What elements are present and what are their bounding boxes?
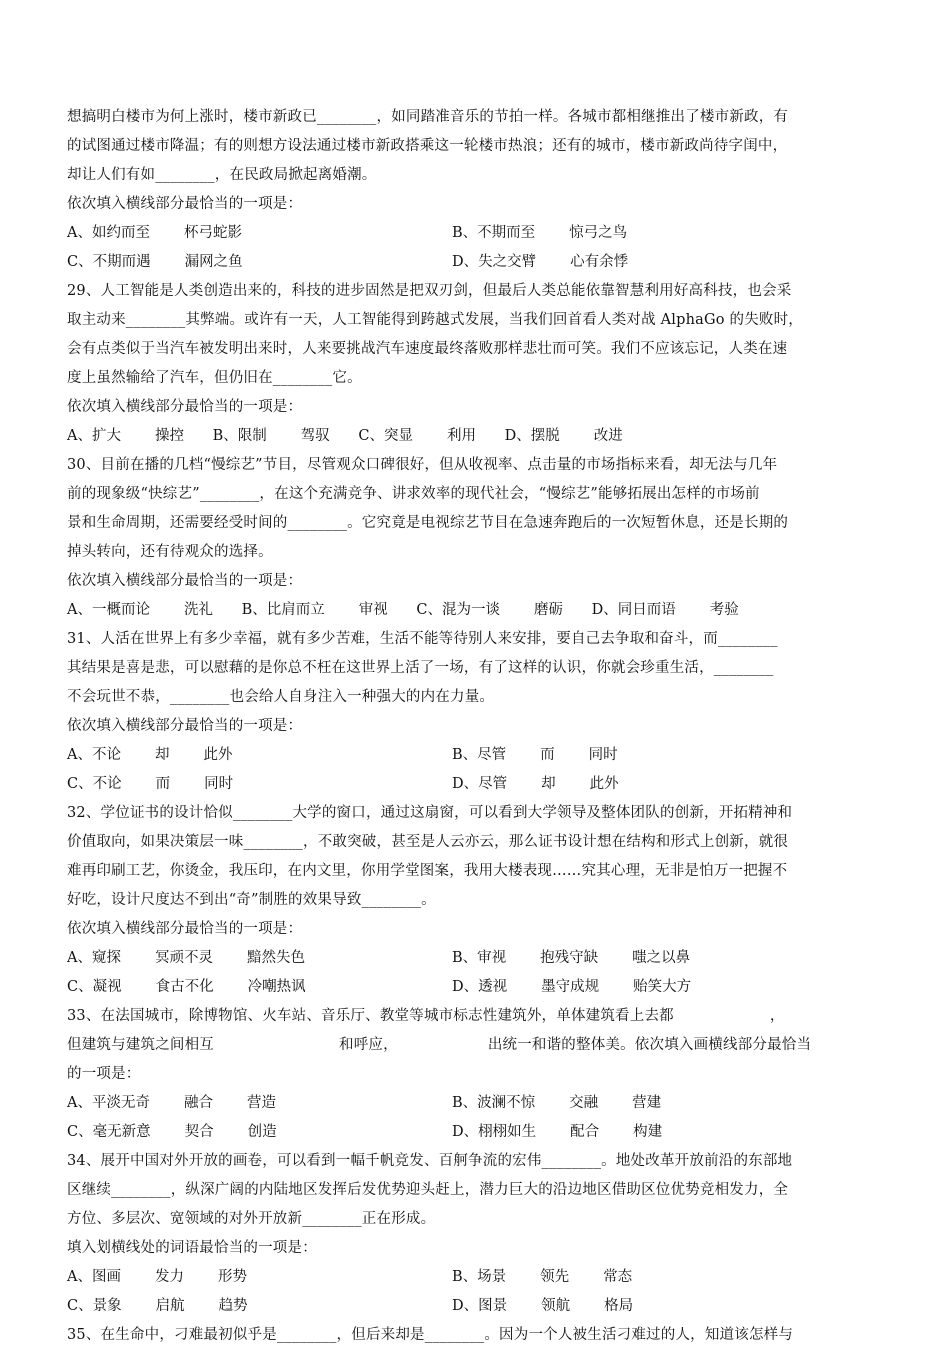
options-row: [67, 944, 887, 973]
options-row: [67, 248, 887, 277]
question-text-line: 取主动来________其弊端。或许有一天，人工智能得到跨越式发展，当我们回首看人类对战 AlphaGo 的失败时，: [67, 312, 804, 328]
question-text-line: 34、展开中国对外开放的画卷，可以看到一幅千帆竞发、百舸争流的宏伟________。地处改革开放前沿的东部地: [67, 1153, 793, 1169]
question-text-line: 掉头转向，还有待观众的选择。: [67, 544, 273, 560]
option-d: D、透视 墨守成规 贻笑大方: [452, 979, 692, 995]
question-text-line: 其结果是喜是悲，可以慰藉的是你总不枉在这世界上活了一场，有了这样的认识，你就会珍重生活，________: [67, 660, 774, 676]
options-row: [67, 422, 887, 451]
options-row: [67, 1089, 887, 1118]
options-row: [67, 1118, 887, 1147]
options-row: [67, 741, 887, 770]
question-35: [67, 1321, 887, 1350]
question-text-line: 不会玩世不恭，________也会给人自身注入一种强大的内在力量。: [67, 689, 495, 705]
question-text-line: 想搞明白楼市为何上涨时，楼市新政已________，如同踏准音乐的节拍一样。各城市都相继推出了楼市新政，有: [67, 109, 789, 125]
option-c: C、凝视 食古不化 冷嘲热讽: [67, 979, 306, 995]
question-text-line: 区继续________，纵深广阔的内陆地区发挥后发优势迎头赶上，潜力巨大的沿边地区借助区位优势竞相发力，全: [67, 1182, 789, 1198]
options-row: [67, 770, 887, 799]
options-row: [67, 596, 887, 625]
question-text-line: 前的现象级“快综艺”________，在这个充满竞争、讲求效率的现代社会，“慢综艺”能够拓展出怎样的市场前: [67, 486, 760, 502]
option-b: B、波澜不惊 交融 营建: [452, 1095, 662, 1111]
question-text-line: 33、在法国城市，除博物馆、火车站、音乐厅、教堂等城市标志性建筑外，单体建筑看上去都 ，: [67, 1008, 785, 1024]
question-30: [67, 451, 887, 625]
question-32: [67, 799, 887, 1002]
option-b: B、不期而至 惊弓之鸟: [452, 225, 628, 241]
question-31: [67, 625, 887, 799]
question-33: [67, 1002, 887, 1147]
option-c: C、不论 而 同时: [67, 776, 234, 792]
option-c: C、不期而遇 漏网之鱼: [67, 254, 243, 270]
option-c: C、景象 启航 趋势: [67, 1298, 248, 1314]
question-text-line: 32、学位证书的设计恰似________大学的窗口，通过这扇窗，可以看到大学领导及整体团队的创新，开拓精神和: [67, 805, 793, 821]
option-a: A、窥探 冥顽不灵 黯然失色: [67, 950, 305, 966]
option-d: D、摆脱 改进: [504, 428, 623, 444]
question-text-line: 会有点类似于当汽车被发明出来时，人来要挑战汽车速度最终落败那样悲壮而可笑。我们不应该忘记，人类在速: [67, 341, 788, 357]
question-text-line: 方位、多层次、宽领域的对外开放新________正在形成。: [67, 1211, 436, 1227]
question-34: [67, 1147, 887, 1321]
option-c: C、突显 利用: [358, 428, 476, 444]
question-prompt: 依次填入横线部分最恰当的一项是：: [67, 718, 303, 734]
question-prompt: 填入划横线处的词语最恰当的一项是：: [67, 1240, 317, 1256]
option-d: D、图景 领航 格局: [452, 1298, 634, 1314]
question-prompt: 依次填入横线部分最恰当的一项是：: [67, 399, 303, 415]
document-page: [67, 103, 887, 1350]
option-d: D、栩栩如生 配合 构建: [452, 1124, 663, 1140]
question-28: [67, 103, 887, 277]
option-a: A、图画 发力 形势: [67, 1269, 247, 1285]
option-d: D、尽管 却 此外: [452, 776, 619, 792]
question-prompt: 的一项是：: [67, 1066, 141, 1082]
question-prompt: 依次填入横线部分最恰当的一项是：: [67, 196, 303, 212]
option-a: A、不论 却 此外: [67, 747, 233, 763]
option-a: A、一概而论 洗礼: [67, 602, 213, 618]
option-b: B、尽管 而 同时: [452, 747, 618, 763]
option-b: B、场景 领先 常态: [452, 1269, 633, 1285]
question-text-line: 却让人们有如________，在民政局掀起离婚潮。: [67, 167, 377, 183]
question-text-line: 的试图通过楼市降温；有的则想方设法通过楼市新政搭乘这一轮楼市热浪；还有的城市，楼市新政尚待字闺中，: [67, 138, 788, 154]
question-text-line: 但建筑与建筑之间相互 和呼应， 出统一和谐的整体美。依次填入画横线部分最恰当: [67, 1037, 812, 1053]
question-text-line: 好吃，设计尺度达不到出“奇”制胜的效果导致________。: [67, 892, 436, 908]
question-29: [67, 277, 887, 451]
options-row: [67, 1292, 887, 1321]
option-c: C、混为一谈 磨砺: [416, 602, 563, 618]
option-b: B、比肩而立 审视: [241, 602, 388, 618]
option-c: C、毫无新意 契合 创造: [67, 1124, 277, 1140]
question-prompt: 依次填入横线部分最恰当的一项是：: [67, 921, 303, 937]
question-text-line: 35、在生命中，刁难最初似乎是________，但后来却是________。因为一个人被生活刁难过的人，知道该怎样与: [67, 1327, 794, 1343]
option-b: B、审视 抱残守缺 嗤之以鼻: [452, 950, 691, 966]
question-text-line: 31、人活在世界上有多少幸福，就有多少苦难，生活不能等待别人来安排，要自己去争取和奋斗，而________: [67, 631, 778, 647]
question-text-line: 景和生命周期，还需要经受时间的________。它究竟是电视综艺节目在急速奔跑后的一次短暂休息，还是长期的: [67, 515, 789, 531]
option-b: B、限制 驾驭: [212, 428, 330, 444]
question-text-line: 30、目前在播的几档“慢综艺”节目，尽管观众口碑很好，但从收视率、点击量的市场指标来看，却无法与几年: [67, 457, 778, 473]
question-text-line: 价值取向，如果决策层一味________，不敢突破，甚至是人云亦云，那么证书设计想在结构和形式上创新，就很: [67, 834, 789, 850]
option-a: A、扩大 操控: [67, 428, 184, 444]
option-a: A、如约而至 杯弓蛇影: [67, 225, 242, 241]
option-d: D、失之交臂 心有余悸: [452, 254, 629, 270]
question-text-line: 难再印刷工艺，你烫金，我压印，在内文里，你用学堂图案，我用大楼表现……究其心理，无非是怕万一把握不: [67, 863, 788, 879]
question-prompt: 依次填入横线部分最恰当的一项是：: [67, 573, 303, 589]
options-row: [67, 219, 887, 248]
question-text-line: 29、人工智能是人类创造出来的，科技的进步固然是把双刃剑，但最后人类总能依靠智慧利用好高科技，也会采: [67, 283, 792, 299]
question-text-line: 度上虽然输给了汽车，但仍旧在________它。: [67, 370, 362, 386]
option-d: D、同日而语 考验: [591, 602, 739, 618]
options-row: [67, 1263, 887, 1292]
option-a: A、平淡无奇 融合 营造: [67, 1095, 276, 1111]
options-row: [67, 973, 887, 1002]
